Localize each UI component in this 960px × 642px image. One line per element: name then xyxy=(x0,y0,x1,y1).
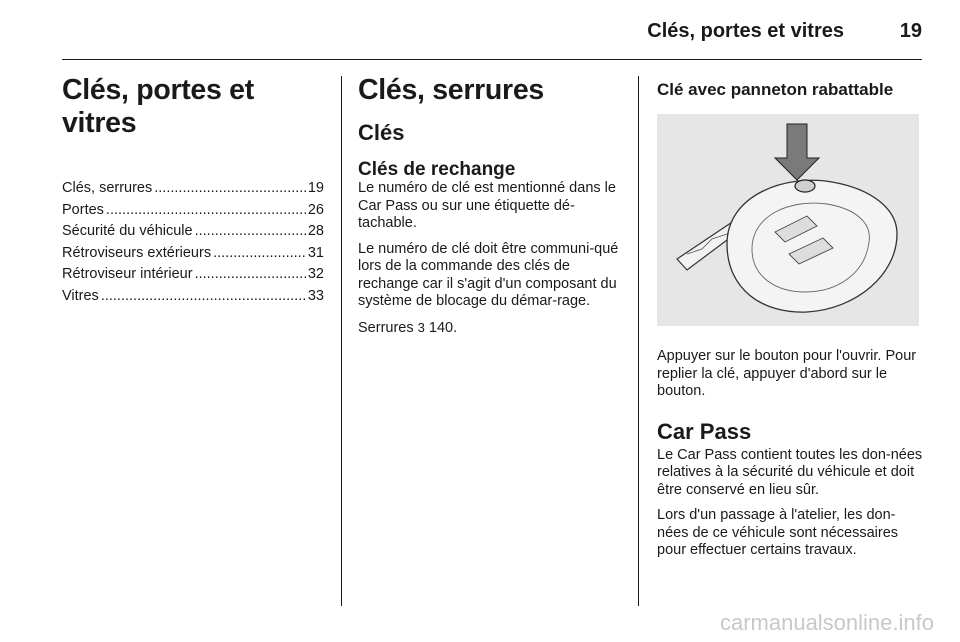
page-header xyxy=(62,14,922,54)
header-page-number: 19 xyxy=(899,20,922,42)
paragraph: Lors d'un passage à l'atelier, les don-nées de ce véhicule sont nécessaires pour effectuer certains travaux. xyxy=(657,507,899,558)
table-of-contents xyxy=(62,180,324,309)
watermark: carmanualsonline.info xyxy=(719,610,934,635)
toc-entry[interactable]: Vitres ..... 33 xyxy=(62,288,324,310)
chapter-title: Clés, portes et vitres xyxy=(62,74,254,139)
toc-entry[interactable]: Clés, serrures ..... 19 xyxy=(62,180,324,202)
toc-entry[interactable]: Rétroviseur intérieur ..... 32 xyxy=(62,266,324,288)
key-drawing xyxy=(657,114,919,326)
toc-entry[interactable]: Portes ..... 26 xyxy=(62,202,324,224)
cross-reference[interactable]: Serrures 3 140. xyxy=(358,319,458,336)
topic-heading: Clé avec panneton rabattable xyxy=(657,80,894,99)
subsection-title: Clés xyxy=(358,120,405,145)
column-divider-1 xyxy=(341,76,342,606)
section-title: Clés, serrures xyxy=(358,74,544,106)
chapter-column xyxy=(62,74,324,309)
header-title: Clés, portes et vitres xyxy=(647,20,844,42)
column-divider-2 xyxy=(638,76,639,606)
toc-entry[interactable]: Rétroviseurs extérieurs ..... 31 xyxy=(62,245,324,267)
folding-key-column xyxy=(657,74,923,568)
car-pass-heading: Car Pass xyxy=(657,418,752,444)
reference-arrow-icon: 3 xyxy=(417,319,425,335)
keys-column xyxy=(358,74,624,345)
paragraph: Le numéro de clé est mentionné dans le Car Pass ou sur une étiquette dé-tachable. xyxy=(358,180,616,231)
topic-heading: Clés de rechange xyxy=(358,159,516,180)
folding-key-illustration xyxy=(657,114,919,326)
paragraph: Le Car Pass contient toutes les don-nées relatives à la sécurité du véhicule et doit être conservé en lieu sûr. xyxy=(657,446,923,498)
paragraph: Le numéro de clé doit être communi-qué lors de la commande des clés de rechange car il s'agit d'un composant du système de blocage du démar-rage. xyxy=(358,240,619,309)
paragraph: Appuyer sur le bouton pour l'ouvrir. Pour replier la clé, appuyer d'abord sur le bouton. xyxy=(657,348,917,399)
header-rule xyxy=(62,59,922,60)
toc-entry[interactable]: Sécurité du véhicule ..... 28 xyxy=(62,223,324,245)
